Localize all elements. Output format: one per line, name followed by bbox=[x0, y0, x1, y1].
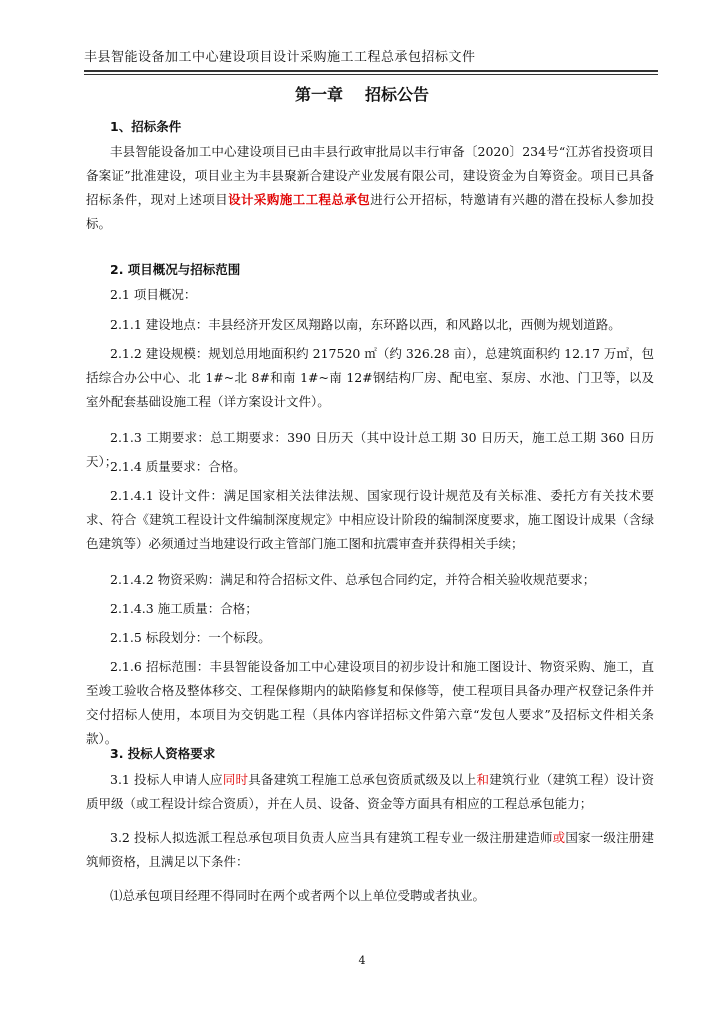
text: 3.2 投标人拟选派工程总承包项目负责人应当具有建筑工程专业一级注册建造师 bbox=[110, 830, 553, 845]
paragraph-2-1-5: 2.1.5 标段划分：一个标段。 bbox=[110, 630, 271, 645]
paragraph-2-1-3: 2.1.3 工期要求：总工期要求：390 日历天（其中设计总工期 30 日历天，施工总工期 360 日历天）； bbox=[86, 430, 654, 469]
highlight-text: 和 bbox=[476, 772, 490, 787]
paragraph-3-2 bbox=[86, 826, 654, 874]
highlight-project-name: 设计采购施工工程总承包 bbox=[228, 192, 371, 207]
text: 3.1 投标人申请人应 bbox=[110, 772, 223, 787]
paragraph-2-1-4-2: 2.1.4.2 物资采购：满足和符合招标文件、总承包合同约定，并符合相关验收规范要求； bbox=[110, 572, 596, 587]
highlight-text: 同时 bbox=[222, 772, 249, 787]
text: 国家一级注册建筑师资格，且满足以下条件： bbox=[86, 830, 654, 869]
text: 丰县智能设备加工中心建设项目已由丰县行政审批局以丰行审备〔2020〕234号“江苏省投资项目备案证”批准建设，项目业主为丰县聚新合建设产业发展有限公司，建设资金为自筹资金。项目已具备招标条件，现对上述项目 bbox=[86, 144, 654, 207]
page-number: 4 bbox=[358, 954, 366, 967]
document-header: 丰县智能设备加工中心建设项目设计采购施工工程总承包招标文件 bbox=[84, 48, 658, 72]
paragraph-tender-conditions bbox=[86, 140, 654, 236]
paragraph-3-2-1: ⑴总承包项目经理不得同时在两个或者两个以上单位受聘或者执业。 bbox=[110, 888, 486, 903]
paragraph-2-1-2: 2.1.2 建设规模：规划总用地面积约 217520 ㎡（约 326.28 亩），总建筑面积约 12.17 万㎡，包括综合办公中心、北 1#~北 8#和南 1#~南 12#钢结构厂房、配电室、泵房、水池、门卫等，以及室外配套基础设施工程（详方案设计文件）。 bbox=[86, 346, 654, 409]
paragraph-2-1-1: 2.1.1 建设地点：丰县经济开发区凤翔路以南，东环路以西，和风路以北，西侧为规划道路。 bbox=[110, 317, 621, 332]
text: 具备建筑工程施工总承包资质贰级及以上 bbox=[248, 772, 477, 787]
text: 进行公开招标，特邀请有兴趣的潜在投标人参加投标。 bbox=[86, 192, 654, 231]
chapter-number: 第一章 bbox=[294, 85, 343, 104]
paragraph-2-1-6: 2.1.6 招标范围：丰县智能设备加工中心建设项目的初步设计和施工图设计、物资采购、施工，直至竣工验收合格及整体移交、工程保修期内的缺陷修复和保修等，使工程项目具备办理产权登记条件并交付招标人使用，本项目为交钥匙工程（具体内容详招标文件第六章“发包人要求”及招标文件相关条款）。 bbox=[86, 659, 654, 746]
paragraph-2-1-4-3: 2.1.4.3 施工质量：合格； bbox=[110, 601, 258, 616]
page-title bbox=[0, 82, 724, 105]
highlight-text: 或 bbox=[552, 830, 566, 845]
section-heading-1: 1、招标条件 bbox=[110, 119, 182, 134]
paragraph-3-1 bbox=[86, 768, 654, 816]
section-heading-2: 2. 项目概况与招标范围 bbox=[110, 262, 241, 277]
section-heading-3: 3. 投标人资格要求 bbox=[110, 746, 216, 761]
paragraph-2-1-4-1: 2.1.4.1 设计文件：满足国家相关法律法规、国家现行设计规范及有关标准、委托方有关技术要求、符合《建筑工程设计文件编制深度规定》中相应设计阶段的编制深度要求，施工图设计成果（含绿色建筑等）必须通过当地建设行政主管部门施工图和抗震审查并获得相关手续； bbox=[86, 488, 654, 551]
text: 建筑行业（建筑工程）设计资质甲级（或工程设计综合资质），并在人员、设备、资金等方面具有相应的工程总承包能力； bbox=[86, 772, 654, 811]
paragraph-2-1-4: 2.1.4 质量要求：合格。 bbox=[110, 459, 246, 474]
paragraph-2-1: 2.1 项目概况： bbox=[110, 287, 197, 302]
chapter-title: 招标公告 bbox=[365, 85, 430, 104]
